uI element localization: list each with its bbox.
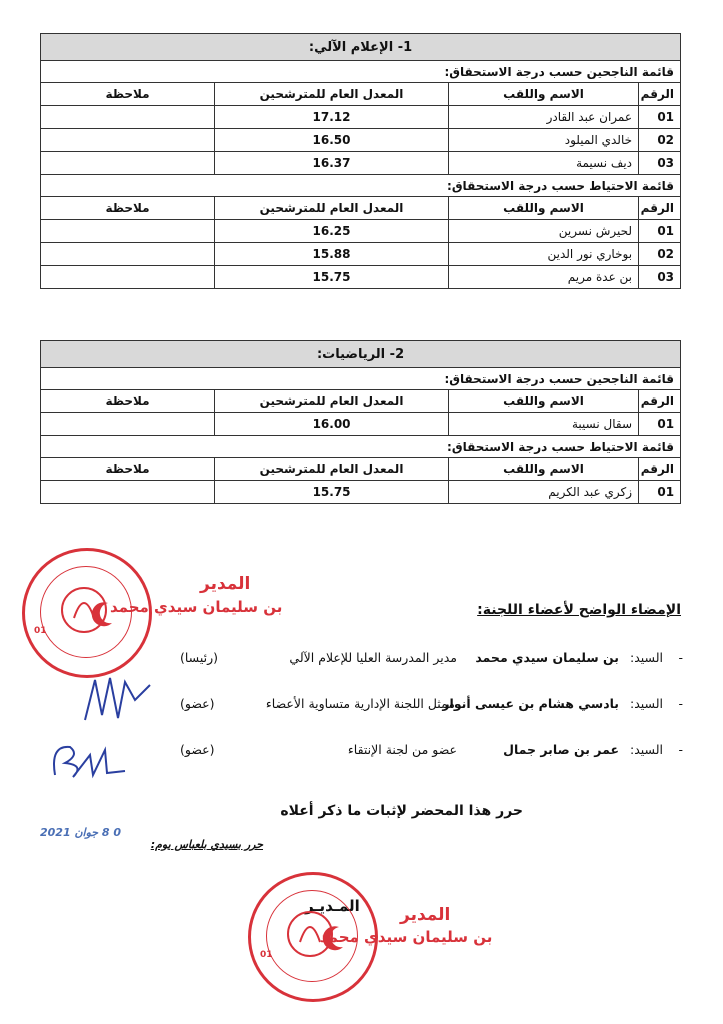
row-num: 02 [639, 129, 681, 152]
header-avg: المعدل العام للمترشحين [215, 458, 449, 481]
list-title: قائمة الناجحين حسب درجة الاستحقاق: [41, 368, 681, 390]
row-name: لحيرش نسرين [449, 220, 639, 243]
table-row [41, 266, 681, 289]
row-note [41, 129, 215, 152]
row-num: 01 [639, 220, 681, 243]
header-avg: المعدل العام للمترشحين [215, 390, 449, 413]
member-role: ممثل اللجنة الإدارية متساوية الأعضاء [265, 696, 455, 711]
handwritten-signature-2 [45, 735, 135, 785]
member-prefix: السيد: [630, 696, 663, 711]
header-note: ملاحظة [41, 390, 215, 413]
row-avg: 16.50 [215, 129, 449, 152]
header-note: ملاحظة [41, 83, 215, 106]
table-row [41, 243, 681, 266]
member-status: (عضو) [180, 696, 215, 711]
member-prefix: السيد: [630, 742, 663, 757]
header-num: الرقم [639, 458, 681, 481]
header-name: الاسم واللقب [449, 83, 639, 106]
header-avg: المعدل العام للمترشحين [215, 83, 449, 106]
member-status: (عضو) [180, 742, 215, 757]
row-num: 03 [639, 152, 681, 175]
row-avg: 15.75 [215, 481, 449, 504]
member-bullet: - [678, 696, 683, 711]
row-avg: 16.37 [215, 152, 449, 175]
row-name: سقال نسيبة [449, 413, 639, 436]
member-bullet: - [678, 650, 683, 665]
section-title: 2- الرياضيات: [41, 341, 681, 368]
row-note [41, 266, 215, 289]
row-note [41, 106, 215, 129]
table-row [41, 129, 681, 152]
place-label: حرر بسيدي بلعباس يوم: [150, 838, 263, 851]
stamp-number: 01 [34, 626, 47, 636]
table-row [41, 481, 681, 504]
stamp-director-name: بن سليمان سيدي محمد [110, 598, 283, 616]
header-num: الرقم [639, 83, 681, 106]
header-name: الاسم واللقب [449, 458, 639, 481]
stamp-director-title-2: المدير [400, 905, 451, 925]
row-name: عمران عبد القادر [449, 106, 639, 129]
member-role: مدير المدرسة العليا للإعلام الآلي [289, 650, 457, 665]
header-avg: المعدل العام للمترشحين [215, 197, 449, 220]
member-name: عمر بن صابر جمال [503, 742, 619, 757]
row-name: خالدي الميلود [449, 129, 639, 152]
header-num: الرقم [639, 197, 681, 220]
section-table-mathematics [40, 340, 681, 504]
section-title: 1- الإعلام الآلي: [41, 34, 681, 61]
row-name: بن عدة مريم [449, 266, 639, 289]
header-name: الاسم واللقب [449, 197, 639, 220]
row-note [41, 220, 215, 243]
stamp-director-name-2: بن سليمان سيدي محمد [320, 928, 493, 946]
handwritten-signature-1 [80, 670, 160, 730]
stamp-number: 01 [260, 950, 273, 960]
signatures-title: الإمضاء الواضح لأعضاء اللجنة: [477, 602, 681, 618]
row-note [41, 152, 215, 175]
row-num: 01 [639, 481, 681, 504]
director-label: المـديـر [305, 897, 360, 915]
member-name: بادسي هشام بن عيسى أنوار [442, 696, 619, 711]
row-avg: 15.88 [215, 243, 449, 266]
row-avg: 16.25 [215, 220, 449, 243]
row-num: 01 [639, 413, 681, 436]
row-name: بوخاري نور الدين [449, 243, 639, 266]
row-num: 02 [639, 243, 681, 266]
date-stamp: 0 8 جوان 2021 [40, 826, 122, 839]
header-note: ملاحظة [41, 197, 215, 220]
header-num: الرقم [639, 390, 681, 413]
table-row [41, 106, 681, 129]
table-row [41, 413, 681, 436]
header-note: ملاحظة [41, 458, 215, 481]
member-role: عضو من لجنة الإنتقاء [347, 742, 457, 757]
row-num: 01 [639, 106, 681, 129]
row-avg: 15.75 [215, 266, 449, 289]
row-note [41, 243, 215, 266]
stamp-director-title: المدير [200, 574, 251, 594]
row-note [41, 481, 215, 504]
row-avg: 16.00 [215, 413, 449, 436]
member-prefix: السيد: [630, 650, 663, 665]
row-avg: 17.12 [215, 106, 449, 129]
member-name: بن سليمان سيدي محمد [475, 650, 619, 665]
closing-statement: حرر هذا المحضر لإثبات ما ذكر أعلاه [280, 803, 523, 819]
row-name: زكري عبد الكريم [449, 481, 639, 504]
list-title: قائمة الاحتياط حسب درجة الاستحقاق: [41, 175, 681, 197]
list-title: قائمة الاحتياط حسب درجة الاستحقاق: [41, 436, 681, 458]
member-status: (رئيسا) [180, 650, 219, 665]
member-bullet: - [678, 742, 683, 757]
header-name: الاسم واللقب [449, 390, 639, 413]
table-row [41, 152, 681, 175]
row-num: 03 [639, 266, 681, 289]
section-table-informatics [40, 33, 681, 289]
list-title: قائمة الناجحين حسب درجة الاستحقاق: [41, 61, 681, 83]
row-name: ديف نسيمة [449, 152, 639, 175]
row-note [41, 413, 215, 436]
table-row [41, 220, 681, 243]
